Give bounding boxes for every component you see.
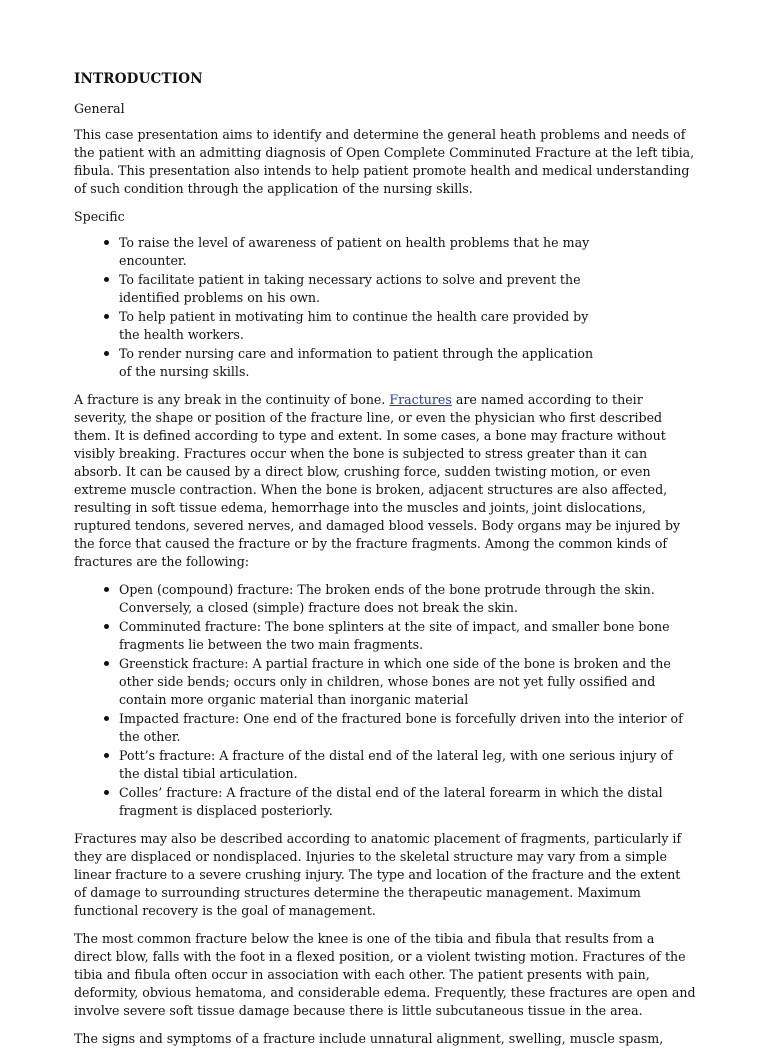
list-item: To render nursing care and information to patient through the application of the nursing skills. — [74, 345, 599, 381]
list-item: To raise the level of awareness of patient on health problems that he may encounter. — [74, 234, 599, 270]
general-paragraph: This case presentation aims to identify and determine the general heath problems and needs of the patient with an admitting diagnosis of Open Complete Comminuted Fracture at the left tibia, fibula. This presentation also intends to help patient promote health and medical understanding of such condition through the application of the nursing skills. — [74, 127, 695, 196]
anatomic-paragraph: Fractures may also be described according to anatomic placement of fragments, particularly if they are displaced or nondisplaced. Injuries to the skeletal structure may vary from a simple linear fracture to a severe crushing injury. The type and location of the fracture and the extent of damage to surrounding structures determine the therapeutic management. Maximum functional recovery is the goal of management. — [74, 831, 682, 918]
document-page — [74, 70, 696, 1058]
fracture-text-start: A fracture is any break in the continuity of bone. — [74, 392, 390, 407]
list-item: Pott’s fracture: A fracture of the distal end of the lateral leg, with one serious injury of the distal tibial articulation. — [74, 747, 694, 783]
list-item: Colles’ fracture: A fracture of the distal end of the lateral forearm in which the distal fragment is displaced posteriorly. — [74, 784, 694, 820]
list-item: Greenstick fracture: A partial fracture in which one side of the bone is broken and the other side bends; occurs only in children, whose bones are not yet fully ossified and contain more organic material than inorganic material — [74, 655, 694, 709]
objectives-list — [74, 234, 696, 381]
general-label: General — [74, 101, 125, 116]
fracture-types-list — [74, 581, 696, 820]
list-item: To facilitate patient in taking necessary actions to solve and prevent the identified problems on his own. — [74, 271, 599, 307]
fractures-link[interactable]: Fractures — [389, 392, 452, 407]
list-item: Impacted fracture: One end of the fractured bone is forcefully driven into the interior of the other. — [74, 710, 694, 746]
page-title: INTRODUCTION — [74, 71, 203, 87]
list-item: Comminuted fracture: The bone splinters at the site of impact, and smaller bone bone fragments lie between the two main fragments. — [74, 618, 694, 654]
list-item: To help patient in motivating him to continue the health care provided by the health workers. — [74, 308, 599, 344]
signs-paragraph: The signs and symptoms of a fracture include unnatural alignment, swelling, muscle spasm, — [74, 1031, 664, 1046]
fracture-paragraph — [74, 391, 696, 571]
fracture-text-end: are named according to their severity, the shape or position of the fracture line, or even the physician who first described them. It is defined according to type and extent. In some cases, a bone may fracture without visibly breaking. Fractures occur when the bone is subjected to stress greater than it can absorb. It can be caused by a direct blow, crushing force, sudden twisting motion, or even extreme muscle contraction. When the bone is broken, adjacent structures are also affected, resulting in soft tissue edema, hemorrhage into the muscles and joints, joint dislocations, ruptured tendons, severed nerves, and damaged blood vessels. Body organs may be injured by the force that caused the fracture or by the fracture fragments. Among the common kinds of fractures are the following: — [74, 392, 681, 569]
tibia-paragraph: The most common fracture below the knee is one of the tibia and fibula that results from a direct blow, falls with the foot in a flexed position, or a violent twisting motion. Fractures of the tibia and fibula often occur in association with each other. The patient presents with pain, deformity, obvious hematoma, and considerable edema. Frequently, these fractures are open and involve severe soft tissue damage because there is little subcutaneous tissue in the area. — [74, 931, 696, 1018]
specific-label: Specific — [74, 209, 125, 224]
list-item: Open (compound) fracture: The broken ends of the bone protrude through the skin. Conversely, a closed (simple) fracture does not break the skin. — [74, 581, 694, 617]
